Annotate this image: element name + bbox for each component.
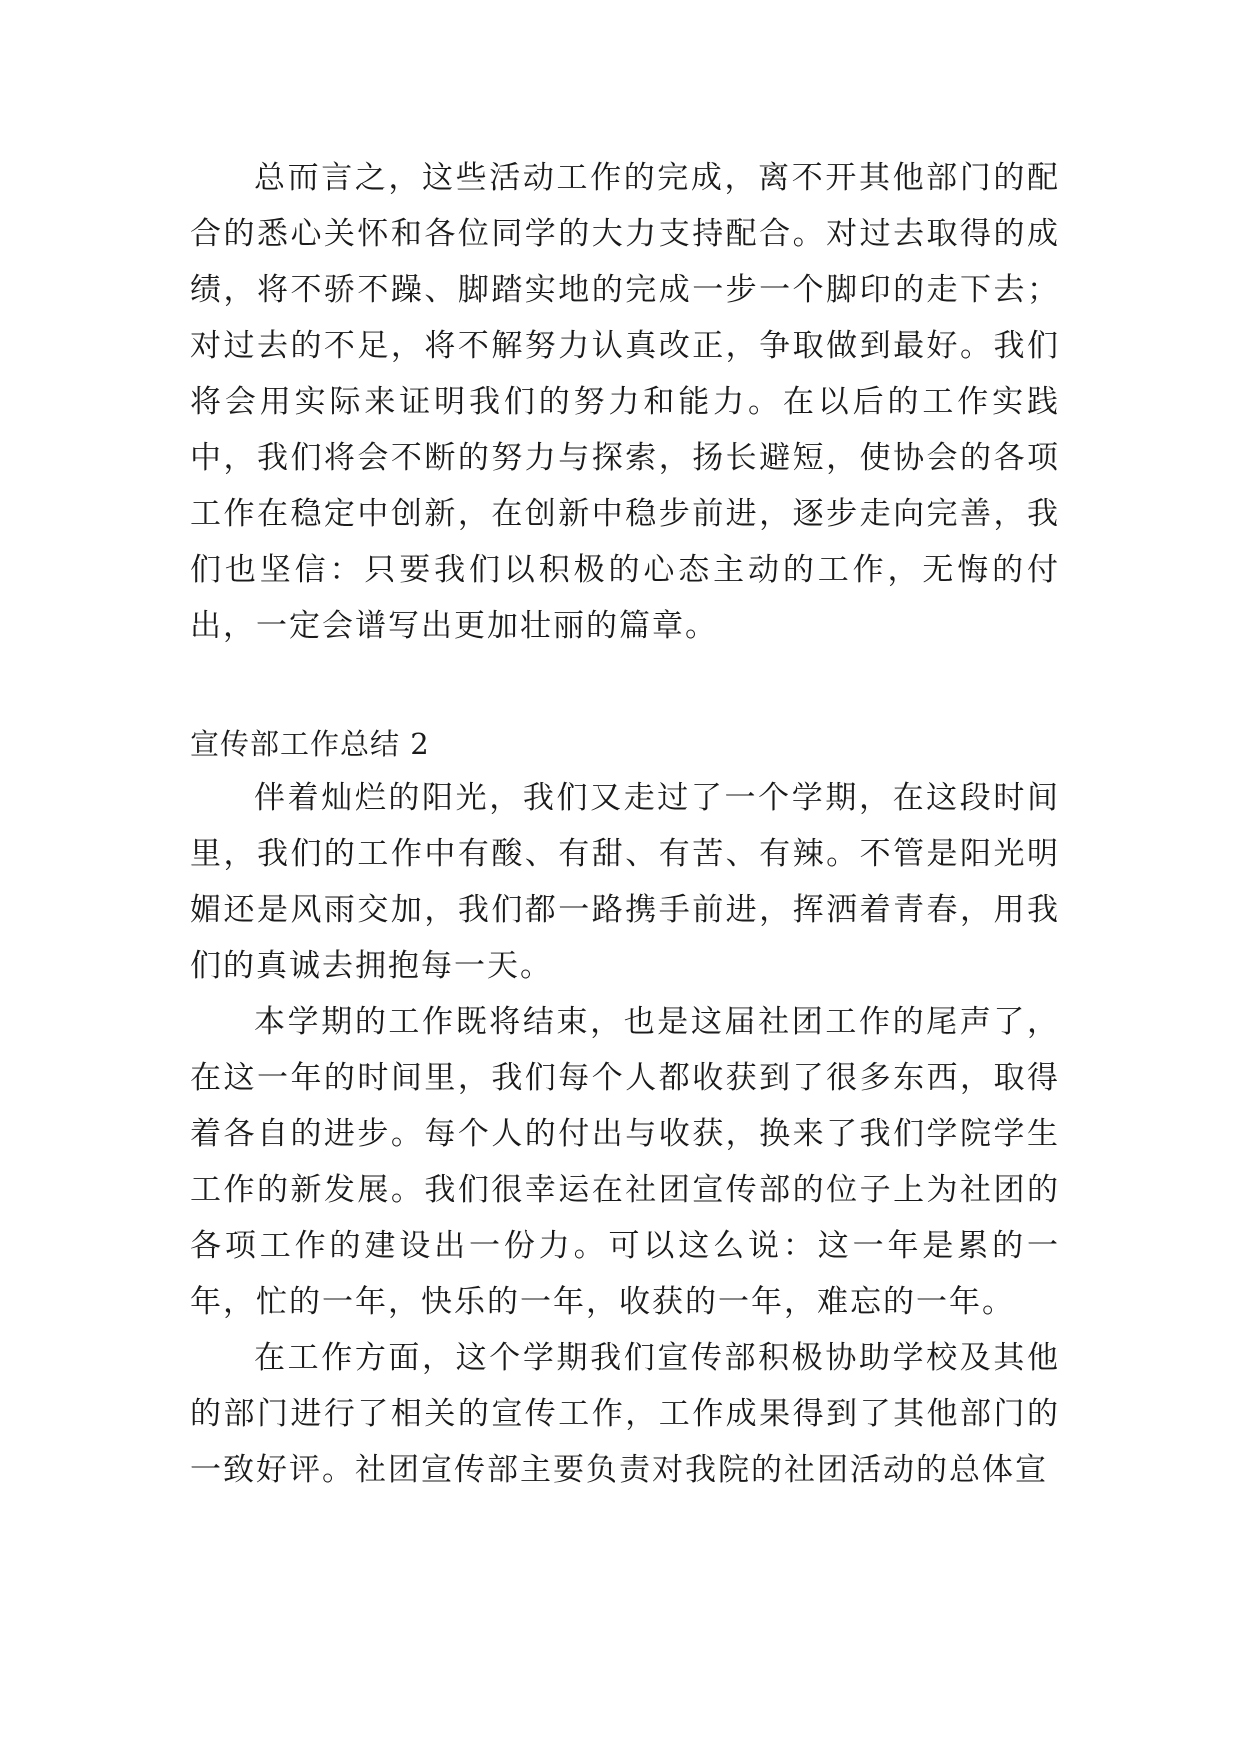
- paragraph-intro: 伴着灿烂的阳光，我们又走过了一个学期，在这段时间里，我们的工作中有酸、有甜、有苦、有辣。不管是阳光明媚还是风雨交加，我们都一路携手前进，挥洒着青春，用我们的真诚去拥抱每一天。: [190, 780, 1060, 984]
- paragraph-summary: 总而言之，这些活动工作的完成，离不开其他部门的配合的悉心关怀和各位同学的大力支持配合。对过去取得的成绩，将不骄不躁、脚踏实地的完成一步一个脚印的走下去；对过去的不足，将不解努力认真改正，争取做到最好。我们将会用实际来证明我们的努力和能力。在以后的工作实践中，我们将会不断的努力与探索，扬长避短，使协会的各项工作在稳定中创新，在创新中稳步前进，逐步走向完善，我们也坚信：只要我们以积极的心态主动的工作，无悔的付出，一定会谱写出更加壮丽的篇章。: [190, 160, 1060, 644]
- paragraph-semester: 本学期的工作既将结束，也是这届社团工作的尾声了，在这一年的时间里，我们每个人都收获到了很多东西，取得着各自的进步。每个人的付出与收获，换来了我们学院学生工作的新发展。我们很幸运在社团宣传部的位子上为社团的各项工作的建设出一份力。可以这么说：这一年是累的一年，忙的一年，快乐的一年，收获的一年，难忘的一年。: [190, 1004, 1060, 1320]
- paragraph-work: 在工作方面，这个学期我们宣传部积极协助学校及其他的部门进行了相关的宣传工作，工作成果得到了其他部门的一致好评。社团宣传部主要负责对我院的社团活动的总体宣: [190, 1340, 1060, 1488]
- document-page: [190, 150, 1060, 1498]
- section-heading: 宣传部工作总结 2: [190, 727, 430, 761]
